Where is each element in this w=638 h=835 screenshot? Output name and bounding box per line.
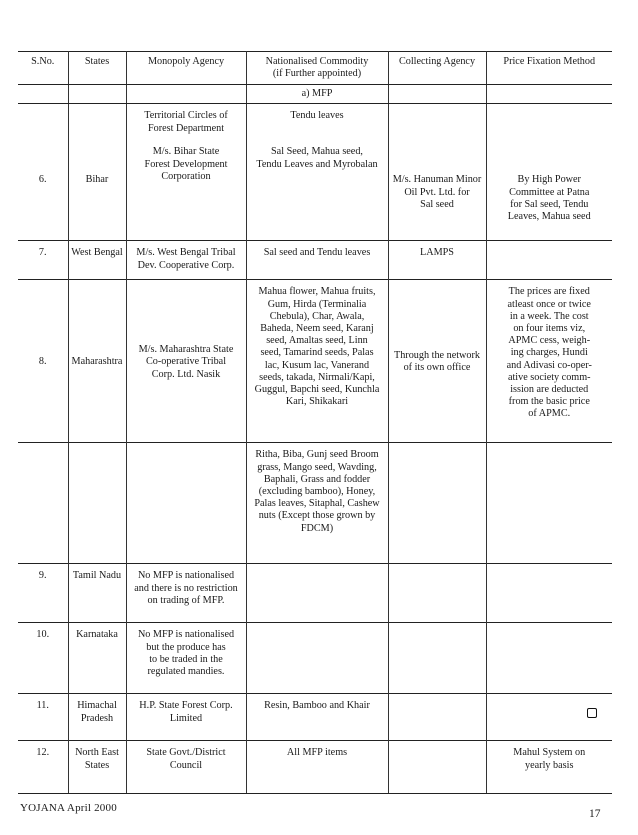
- cell-price-fixation: [486, 241, 612, 280]
- cell-state: Karnataka: [68, 623, 126, 694]
- cell-monopoly-agency: State Govt./District Council: [126, 741, 246, 794]
- cell-commodity: [246, 564, 388, 623]
- cell-state: [68, 443, 126, 564]
- cell-collecting-agency: LAMPS: [388, 241, 486, 280]
- header-collecting-agency: Collecting Agency: [388, 52, 486, 85]
- cell-collecting-agency: M/s. Hanuman Minor Oil Pvt. Ltd. for Sal seed: [388, 144, 486, 241]
- cell-state: Tamil Nadu: [68, 564, 126, 623]
- cell-state: Bihar: [68, 144, 126, 241]
- table-row: [18, 280, 612, 443]
- cell-state: Maharashtra: [68, 280, 126, 443]
- table-row: [18, 741, 612, 794]
- table-row: [18, 144, 612, 241]
- cell-commodity: Sal Seed, Mahua seed, Tendu Leaves and Myrobalan: [246, 144, 388, 241]
- cell-price-fixation: [486, 564, 612, 623]
- footer-publication: YOJANA April 2000: [20, 802, 117, 814]
- cell-state: North East States: [68, 741, 126, 794]
- cell-state: [68, 104, 126, 145]
- cell-price-fixation: Mahul System on yearly basis: [486, 741, 612, 794]
- table-row: [18, 104, 612, 145]
- cell-price-fixation: [486, 623, 612, 694]
- table-header-row: [18, 52, 612, 85]
- cell-collecting-agency: [388, 443, 486, 564]
- cell-collecting-agency: [388, 104, 486, 145]
- header-nationalised-commodity: Nationalised Commodity (if Further appointed): [246, 52, 388, 85]
- footer-page-number: 17: [589, 808, 601, 820]
- header-monopoly-agency: Monopoly Agency: [126, 52, 246, 85]
- cell-monopoly-agency: M/s. Bihar State Forest Development Corporation: [126, 144, 246, 241]
- cell-commodity: All MFP items: [246, 741, 388, 794]
- cell-collecting-agency: [388, 694, 486, 741]
- table-row: [18, 443, 612, 564]
- table-row: [18, 694, 612, 741]
- cell-collecting-agency: Through the network of its own office: [388, 280, 486, 443]
- cell-monopoly-agency: No MFP is nationalised and there is no restriction on trading of MFP.: [126, 564, 246, 623]
- cell-price-fixation: The prices are fixed atleast once or twice in a week. The cost on four items viz, APMC cess, weigh- ing charges, Hundi and Adivasi co-oper- ative society comm- ission are deducted from the basic price of APMC.: [486, 280, 612, 443]
- cell-commodity: [246, 623, 388, 694]
- header-price-fixation: Price Fixation Method: [486, 52, 612, 85]
- cell-commodity: Tendu leaves: [246, 104, 388, 145]
- cell-price-fixation: [486, 443, 612, 564]
- section-label: a) MFP: [246, 85, 388, 104]
- cell-state: West Bengal: [68, 241, 126, 280]
- cell-sno: 6.: [18, 144, 68, 241]
- cell-collecting-agency: [388, 623, 486, 694]
- header-sno: S.No.: [18, 52, 68, 85]
- cell-collecting-agency: [388, 564, 486, 623]
- cell-commodity: Sal seed and Tendu leaves: [246, 241, 388, 280]
- cell-commodity: Resin, Bamboo and Khair: [246, 694, 388, 741]
- header-states: States: [68, 52, 126, 85]
- cell-monopoly-agency: [126, 443, 246, 564]
- cell-monopoly-agency: No MFP is nationalised but the produce has to be traded in the regulated mandies.: [126, 623, 246, 694]
- cell-sno: [18, 443, 68, 564]
- cell-monopoly-agency: M/s. Maharashtra State Co-operative Tribal Corp. Ltd. Nasik: [126, 280, 246, 443]
- table-row: [18, 241, 612, 280]
- cell-price-fixation: By High Power Committee at Patna for Sal seed, Tendu Leaves, Mahua seed: [486, 144, 612, 241]
- table-row: [18, 623, 612, 694]
- cell-collecting-agency: [388, 741, 486, 794]
- cell-monopoly-agency: H.P. State Forest Corp. Limited: [126, 694, 246, 741]
- cell-sno: 10.: [18, 623, 68, 694]
- cell-state: Himachal Pradesh: [68, 694, 126, 741]
- cell-sno: 9.: [18, 564, 68, 623]
- cell-commodity: Mahua flower, Mahua fruits, Gum, Hirda (Terminalia Chebula), Char, Awala, Baheda, Neem seed, Karanj seed, Amaltas seed, Linn seed, Tamarind seeds, Palas lac, Kusum lac, Vanerand seeds, takada, Nirmali/Kapi, Guggul, Bapchi seed, Kunchla Kari, Shikakari: [246, 280, 388, 443]
- cell-commodity: Ritha, Biba, Gunj seed Broom grass, Mango seed, Wavding, Baphali, Grass and fodder (excluding bamboo), Honey, Palas leaves, Sitaphal, Cashew nuts (Except those grown by FDCM): [246, 443, 388, 564]
- cell-sno: [18, 104, 68, 145]
- table-body: [18, 85, 612, 794]
- table-row: [18, 564, 612, 623]
- end-of-article-mark: [587, 708, 597, 718]
- cell-monopoly-agency: M/s. West Bengal Tribal Dev. Cooperative Corp.: [126, 241, 246, 280]
- cell-sno: 12.: [18, 741, 68, 794]
- cell-price-fixation: [486, 104, 612, 145]
- cell-sno: 11.: [18, 694, 68, 741]
- mfp-table: [18, 51, 612, 794]
- cell-sno: 8.: [18, 280, 68, 443]
- cell-monopoly-agency: Territorial Circles of Forest Department: [126, 104, 246, 145]
- section-row: [18, 85, 612, 104]
- cell-sno: 7.: [18, 241, 68, 280]
